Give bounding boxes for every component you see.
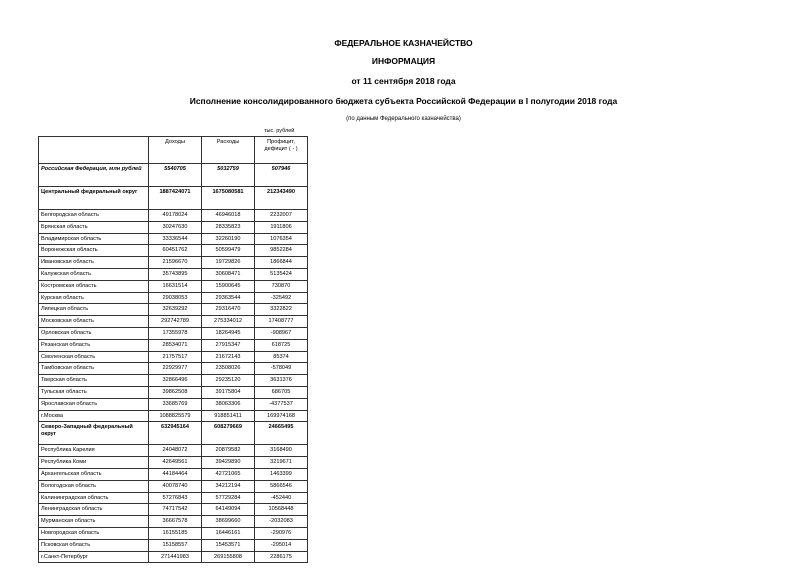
column-header-region xyxy=(39,137,149,164)
document-type: ИНФОРМАЦИЯ xyxy=(371,56,436,66)
balance-cell: 618725 xyxy=(255,339,308,351)
table-row xyxy=(39,316,308,328)
income-cell: 74717542 xyxy=(149,504,202,516)
region-name-cell: Ивановская область xyxy=(39,257,149,269)
income-cell: 24048072 xyxy=(149,445,202,457)
balance-cell: 5866546 xyxy=(255,480,308,492)
balance-cell: 85374 xyxy=(255,351,308,363)
region-name-cell: Центральный федеральный округ xyxy=(39,187,149,210)
balance-cell: 3219671 xyxy=(255,457,308,469)
balance-cell: -4377537 xyxy=(255,398,308,410)
region-name-cell: Тверская область xyxy=(39,375,149,387)
expense-cell: 29316470 xyxy=(202,304,255,316)
balance-cell: -325492 xyxy=(255,292,308,304)
region-name-cell: г.Санкт-Петербург xyxy=(39,551,149,563)
expense-cell: 19729826 xyxy=(202,257,255,269)
expense-cell: 918851411 xyxy=(202,410,255,422)
expense-cell: 64149094 xyxy=(202,504,255,516)
document-title: Исполнение консолидированного бюджета субъекта Российской Федерации в I полугодии 2018 года xyxy=(189,96,618,106)
balance-cell: 1866844 xyxy=(255,257,308,269)
table-row xyxy=(39,164,308,187)
balance-cell: 169974168 xyxy=(255,410,308,422)
expense-cell: 15900645 xyxy=(202,280,255,292)
expense-cell: 38063306 xyxy=(202,398,255,410)
region-name-cell: Северо-Западный федеральный округ xyxy=(39,422,149,445)
balance-cell: -290976 xyxy=(255,527,308,539)
income-cell: 1887424071 xyxy=(149,187,202,210)
data-source-note: (по данным Федерального казначейства) xyxy=(346,116,461,122)
expense-cell: 16446161 xyxy=(202,527,255,539)
expense-cell: 20879582 xyxy=(202,445,255,457)
balance-cell: 3631376 xyxy=(255,375,308,387)
expense-cell: 21672143 xyxy=(202,351,255,363)
balance-cell: 2232007 xyxy=(255,210,308,222)
document-date: от 11 сентября 2018 года xyxy=(351,76,456,86)
income-cell: 49178024 xyxy=(149,210,202,222)
income-cell: 44184464 xyxy=(149,468,202,480)
table-row xyxy=(39,221,308,233)
table-row xyxy=(39,457,308,469)
table-row xyxy=(39,327,308,339)
region-name-cell: Псковская область xyxy=(39,539,149,551)
region-name-cell: Архангельская область xyxy=(39,468,149,480)
balance-cell: 1463399 xyxy=(255,468,308,480)
region-name-cell: Калужская область xyxy=(39,268,149,280)
income-cell: 632945164 xyxy=(149,422,202,445)
expense-cell: 39175804 xyxy=(202,386,255,398)
table-row xyxy=(39,245,308,257)
income-cell: 1088825579 xyxy=(149,410,202,422)
expense-cell: 39429890 xyxy=(202,457,255,469)
region-name-cell: Воронежская область xyxy=(39,245,149,257)
region-name-cell: Рязанская область xyxy=(39,339,149,351)
income-cell: 271441983 xyxy=(149,551,202,563)
balance-cell: 507946 xyxy=(255,164,308,187)
expense-cell: 5032759 xyxy=(202,164,255,187)
region-name-cell: Республика Коми xyxy=(39,457,149,469)
region-name-cell: Мурманская область xyxy=(39,516,149,528)
income-cell: 21757517 xyxy=(149,351,202,363)
expense-cell: 29363544 xyxy=(202,292,255,304)
table-row xyxy=(39,551,308,563)
region-name-cell: Костромская область xyxy=(39,280,149,292)
table-row xyxy=(39,339,308,351)
region-name-cell: Тульская область xyxy=(39,386,149,398)
table-row xyxy=(39,280,308,292)
income-cell: 35743895 xyxy=(149,268,202,280)
income-cell: 32866496 xyxy=(149,375,202,387)
income-cell: 60451762 xyxy=(149,245,202,257)
region-name-cell: Московская область xyxy=(39,316,149,328)
balance-cell: 9852284 xyxy=(255,245,308,257)
table-row xyxy=(39,233,308,245)
expense-cell: 50599479 xyxy=(202,245,255,257)
income-cell: 5540705 xyxy=(149,164,202,187)
table-row xyxy=(39,304,308,316)
balance-cell: 1911806 xyxy=(255,221,308,233)
expense-cell: 32260190 xyxy=(202,233,255,245)
expense-cell: 15453571 xyxy=(202,539,255,551)
agency-title: ФЕДЕРАЛЬНОЕ КАЗНАЧЕЙСТВО xyxy=(334,38,473,48)
expense-cell: 57729284 xyxy=(202,492,255,504)
expense-cell: 1675080581 xyxy=(202,187,255,210)
income-cell: 42649561 xyxy=(149,457,202,469)
balance-cell: 17408777 xyxy=(255,316,308,328)
income-cell: 30247630 xyxy=(149,221,202,233)
income-cell: 21596670 xyxy=(149,257,202,269)
balance-cell: 212343490 xyxy=(255,187,308,210)
income-cell: 17355978 xyxy=(149,327,202,339)
income-cell: 22929977 xyxy=(149,363,202,375)
balance-cell: -578049 xyxy=(255,363,308,375)
region-name-cell: Смоленская область xyxy=(39,351,149,363)
expense-cell: 29235120 xyxy=(202,375,255,387)
table-row xyxy=(39,351,308,363)
table-row xyxy=(39,292,308,304)
balance-cell: 3168490 xyxy=(255,445,308,457)
region-name-cell: Ленинградская область xyxy=(39,504,149,516)
income-cell: 36667578 xyxy=(149,516,202,528)
region-name-cell: Российская Федерация, млн рублей xyxy=(39,164,149,187)
region-name-cell: Владимирская область xyxy=(39,233,149,245)
balance-cell: 10568448 xyxy=(255,504,308,516)
region-name-cell: Брянская область xyxy=(39,221,149,233)
table-row xyxy=(39,539,308,551)
income-cell: 292742789 xyxy=(149,316,202,328)
table-row xyxy=(39,363,308,375)
expense-cell: 28335823 xyxy=(202,221,255,233)
region-name-cell: Вологодская область xyxy=(39,480,149,492)
table-row xyxy=(39,527,308,539)
expense-cell: 275334012 xyxy=(202,316,255,328)
table-row xyxy=(39,210,308,222)
table-row xyxy=(39,504,308,516)
expense-cell: 18264945 xyxy=(202,327,255,339)
region-name-cell: Курская область xyxy=(39,292,149,304)
income-cell: 33685769 xyxy=(149,398,202,410)
balance-cell: 24665495 xyxy=(255,422,308,445)
region-name-cell: Липецкая область xyxy=(39,304,149,316)
table-row xyxy=(39,422,308,445)
expense-cell: 46946018 xyxy=(202,210,255,222)
income-cell: 16631514 xyxy=(149,280,202,292)
table-row xyxy=(39,445,308,457)
balance-cell: -2032083 xyxy=(255,516,308,528)
region-name-cell: Республика Карелия xyxy=(39,445,149,457)
table-row xyxy=(39,468,308,480)
income-cell: 32639292 xyxy=(149,304,202,316)
table-header-row xyxy=(39,137,308,164)
expense-cell: 269155808 xyxy=(202,551,255,563)
expense-cell: 27915347 xyxy=(202,339,255,351)
table-row xyxy=(39,492,308,504)
balance-cell: -452440 xyxy=(255,492,308,504)
balance-cell: 3322822 xyxy=(255,304,308,316)
balance-cell: 686705 xyxy=(255,386,308,398)
balance-cell: 5135424 xyxy=(255,268,308,280)
table-row xyxy=(39,268,308,280)
income-cell: 40078740 xyxy=(149,480,202,492)
units-label: тыс. рублей xyxy=(264,128,295,134)
region-name-cell: Калининградская область xyxy=(39,492,149,504)
income-cell: 16155185 xyxy=(149,527,202,539)
balance-cell: 730870 xyxy=(255,280,308,292)
balance-cell: 1076354 xyxy=(255,233,308,245)
table-row xyxy=(39,386,308,398)
expense-cell: 30608471 xyxy=(202,268,255,280)
expense-cell: 42721065 xyxy=(202,468,255,480)
expense-cell: 608279669 xyxy=(202,422,255,445)
expense-cell: 38699660 xyxy=(202,516,255,528)
column-header-income: Доходы xyxy=(149,137,202,164)
table-row xyxy=(39,516,308,528)
income-cell: 33336544 xyxy=(149,233,202,245)
table-row xyxy=(39,375,308,387)
region-name-cell: г.Москва xyxy=(39,410,149,422)
table-row xyxy=(39,480,308,492)
expense-cell: 23508026 xyxy=(202,363,255,375)
table-row xyxy=(39,410,308,422)
table-row xyxy=(39,257,308,269)
income-cell: 29038053 xyxy=(149,292,202,304)
balance-cell: -908967 xyxy=(255,327,308,339)
column-header-expense: Расходы xyxy=(202,137,255,164)
income-cell: 15158557 xyxy=(149,539,202,551)
table-row xyxy=(39,187,308,210)
region-name-cell: Ярославская область xyxy=(39,398,149,410)
region-name-cell: Белгородская область xyxy=(39,210,149,222)
region-name-cell: Тамбовская область xyxy=(39,363,149,375)
income-cell: 57276843 xyxy=(149,492,202,504)
balance-cell: -295014 xyxy=(255,539,308,551)
column-header-balance: Профицит, дефицит ( - ) xyxy=(255,137,308,164)
income-cell: 28534071 xyxy=(149,339,202,351)
balance-cell: 2286175 xyxy=(255,551,308,563)
region-name-cell: Новгородская область xyxy=(39,527,149,539)
expense-cell: 34212194 xyxy=(202,480,255,492)
region-name-cell: Орловская область xyxy=(39,327,149,339)
income-cell: 39862508 xyxy=(149,386,202,398)
table-row xyxy=(39,398,308,410)
budget-table xyxy=(38,136,308,563)
